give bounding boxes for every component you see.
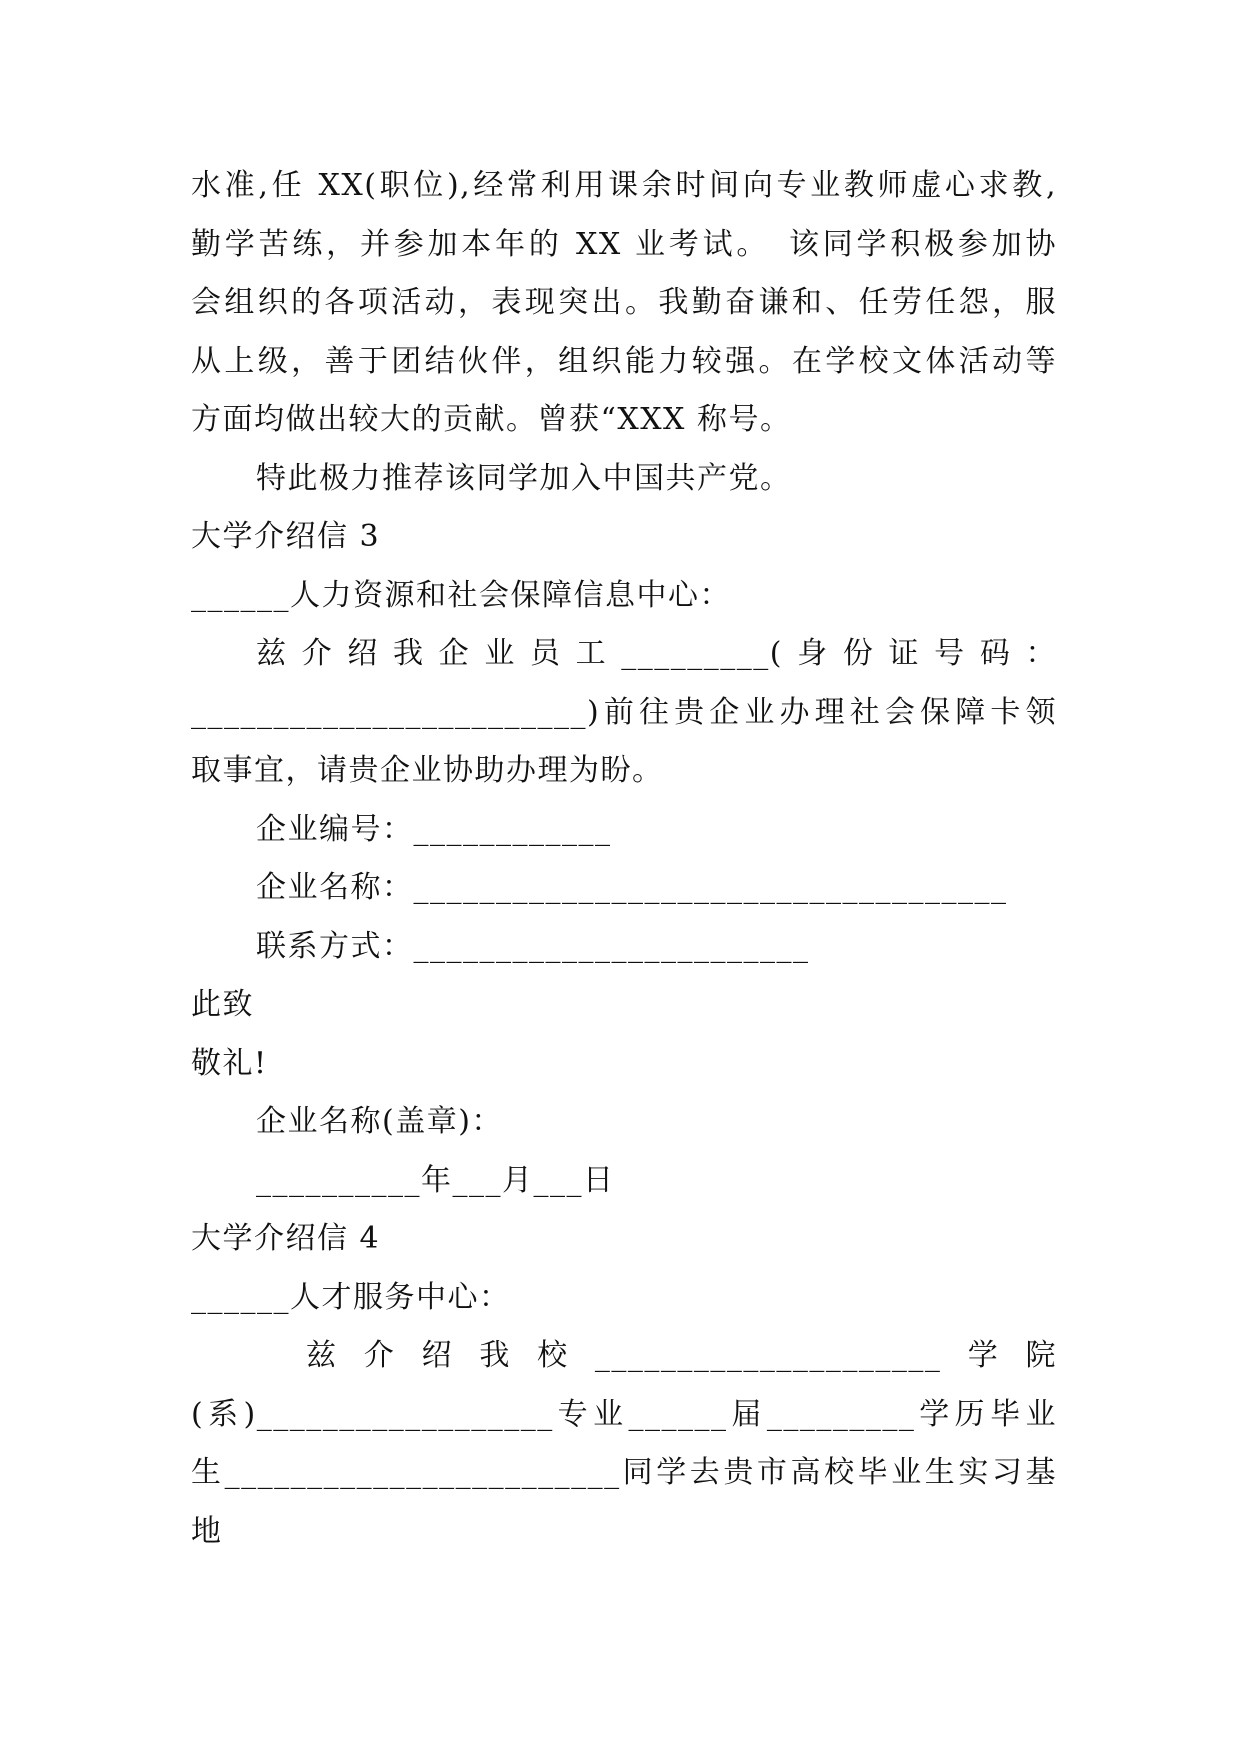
- contact-field: [191, 918, 1057, 977]
- field-blank: ____________________________________: [413, 870, 1008, 905]
- addressee-line: ______人力资源和社会保障信息中心：: [191, 577, 731, 613]
- letter-title: 大学介绍信 3: [191, 519, 381, 554]
- addressee-line: ______人才服务中心：: [191, 1279, 511, 1315]
- body-line: ________________________)前往贵企业办理社会保障卡领: [191, 694, 1057, 730]
- body-line: (系)__________________专业______届_________学历毕业: [191, 1396, 1057, 1432]
- field-blank: ________________________: [413, 928, 810, 964]
- letter-3: [191, 508, 1057, 1210]
- paragraph-line: 从上级，善于团结伙伴，组织能力较强。在学校文体活动等: [191, 343, 1057, 379]
- letter-4: [191, 1210, 1057, 1561]
- body-line: 生________________________同学去贵市高校毕业生实习基: [191, 1455, 1057, 1490]
- date-line: __________年___月___日: [256, 1162, 615, 1198]
- signature-line: 企业名称(盖章)：: [256, 1104, 503, 1139]
- regards-line: 敬礼!: [191, 1045, 268, 1081]
- body-line: 地: [191, 1513, 223, 1549]
- paragraph-line: 会组织的各项活动，表现突出。我勤奋谦和、任劳任怨，服: [191, 285, 1057, 320]
- paragraph-line: 勤学苦练，并参加本年的 XX 业考试。 该同学积极参加协: [191, 226, 1057, 262]
- enterprise-name-field: [191, 859, 1057, 918]
- body-line: 兹介绍我校_____________________学院: [306, 1338, 1057, 1373]
- paragraph-line: 水准,任 XX(职位),经常利用课余时间向专业教师虚心求教,: [191, 168, 1057, 203]
- document-page: [191, 157, 1057, 1561]
- paragraph-line: 方面均做出较大的贡献。曾获“XXX 称号。: [191, 402, 792, 437]
- enterprise-number-field: [191, 801, 1057, 860]
- field-label: 企业名称：: [256, 870, 414, 905]
- salutation-line: 此致: [191, 987, 254, 1022]
- recommendation-closing: 特此极力推荐该同学加入中国共产党。: [256, 460, 792, 496]
- body-line: 取事宜，请贵企业协助办理为盼。: [191, 753, 664, 788]
- field-label: 企业编号：: [256, 811, 414, 847]
- body-line: 兹介绍我企业员工_________(身份证号码：: [256, 636, 1057, 671]
- field-blank: ____________: [413, 811, 612, 847]
- field-label: 联系方式：: [256, 928, 414, 964]
- recommendation-tail: [191, 157, 1057, 508]
- letter-title: 大学介绍信 4: [191, 1221, 381, 1256]
